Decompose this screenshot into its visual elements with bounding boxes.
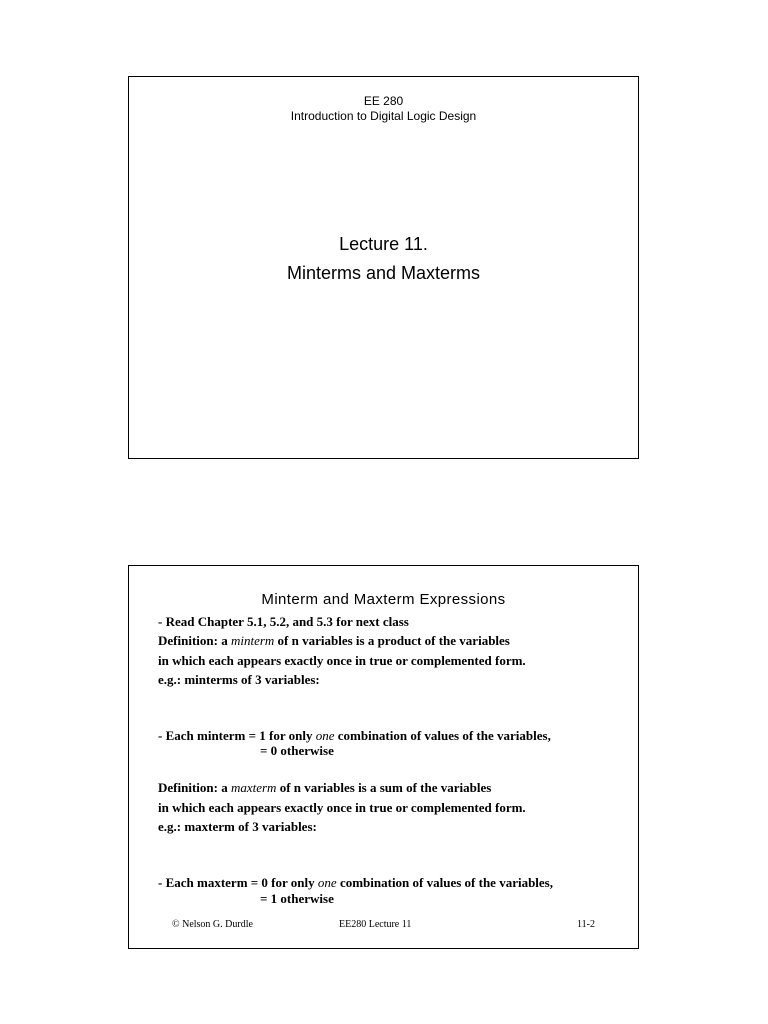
footer-copyright: © Nelson G. Durdle [172, 919, 253, 930]
slide-title: Minterm and Maxterm Expressions [261, 591, 506, 608]
minterm-term: minterm [230, 633, 275, 648]
course-code: EE 280 [363, 94, 404, 108]
content-slide [128, 565, 639, 949]
lecture-title: Minterms and Maxterms [286, 263, 481, 283]
maxterm-example: e.g.: maxterm of 3 variables: [158, 819, 317, 834]
each-maxterm-otherwise: = 1 otherwise [260, 891, 334, 906]
maxterm-definition-line2: in which each appears exactly once in true or complemented form. [158, 800, 526, 815]
maxterm-term: maxterm [230, 780, 277, 795]
title-slide [128, 76, 639, 459]
reading-assignment: - Read Chapter 5.1, 5.2, and 5.3 for next class [158, 614, 409, 629]
minterm-example: e.g.: minterms of 3 variables: [158, 672, 320, 687]
footer-page-number: 11-2 [577, 919, 595, 930]
minterm-definition: Definition: a minterm of n variables is a product of the variables [158, 633, 510, 648]
lecture-number: Lecture 11. [339, 234, 428, 254]
course-title: Introduction to Digital Logic Design [290, 109, 477, 123]
footer-course: EE280 Lecture 11 [339, 919, 412, 930]
maxterm-definition: Definition: a maxterm of n variables is a sum of the variables [158, 780, 492, 795]
each-minterm-statement: - Each minterm = 1 for only one combination of values of the variables, [158, 728, 551, 743]
each-maxterm-statement: - Each maxterm = 0 for only one combination of values of the variables, [158, 875, 553, 890]
minterm-definition-line2: in which each appears exactly once in true or complemented form. [158, 653, 526, 668]
each-minterm-otherwise: = 0 otherwise [260, 743, 334, 758]
